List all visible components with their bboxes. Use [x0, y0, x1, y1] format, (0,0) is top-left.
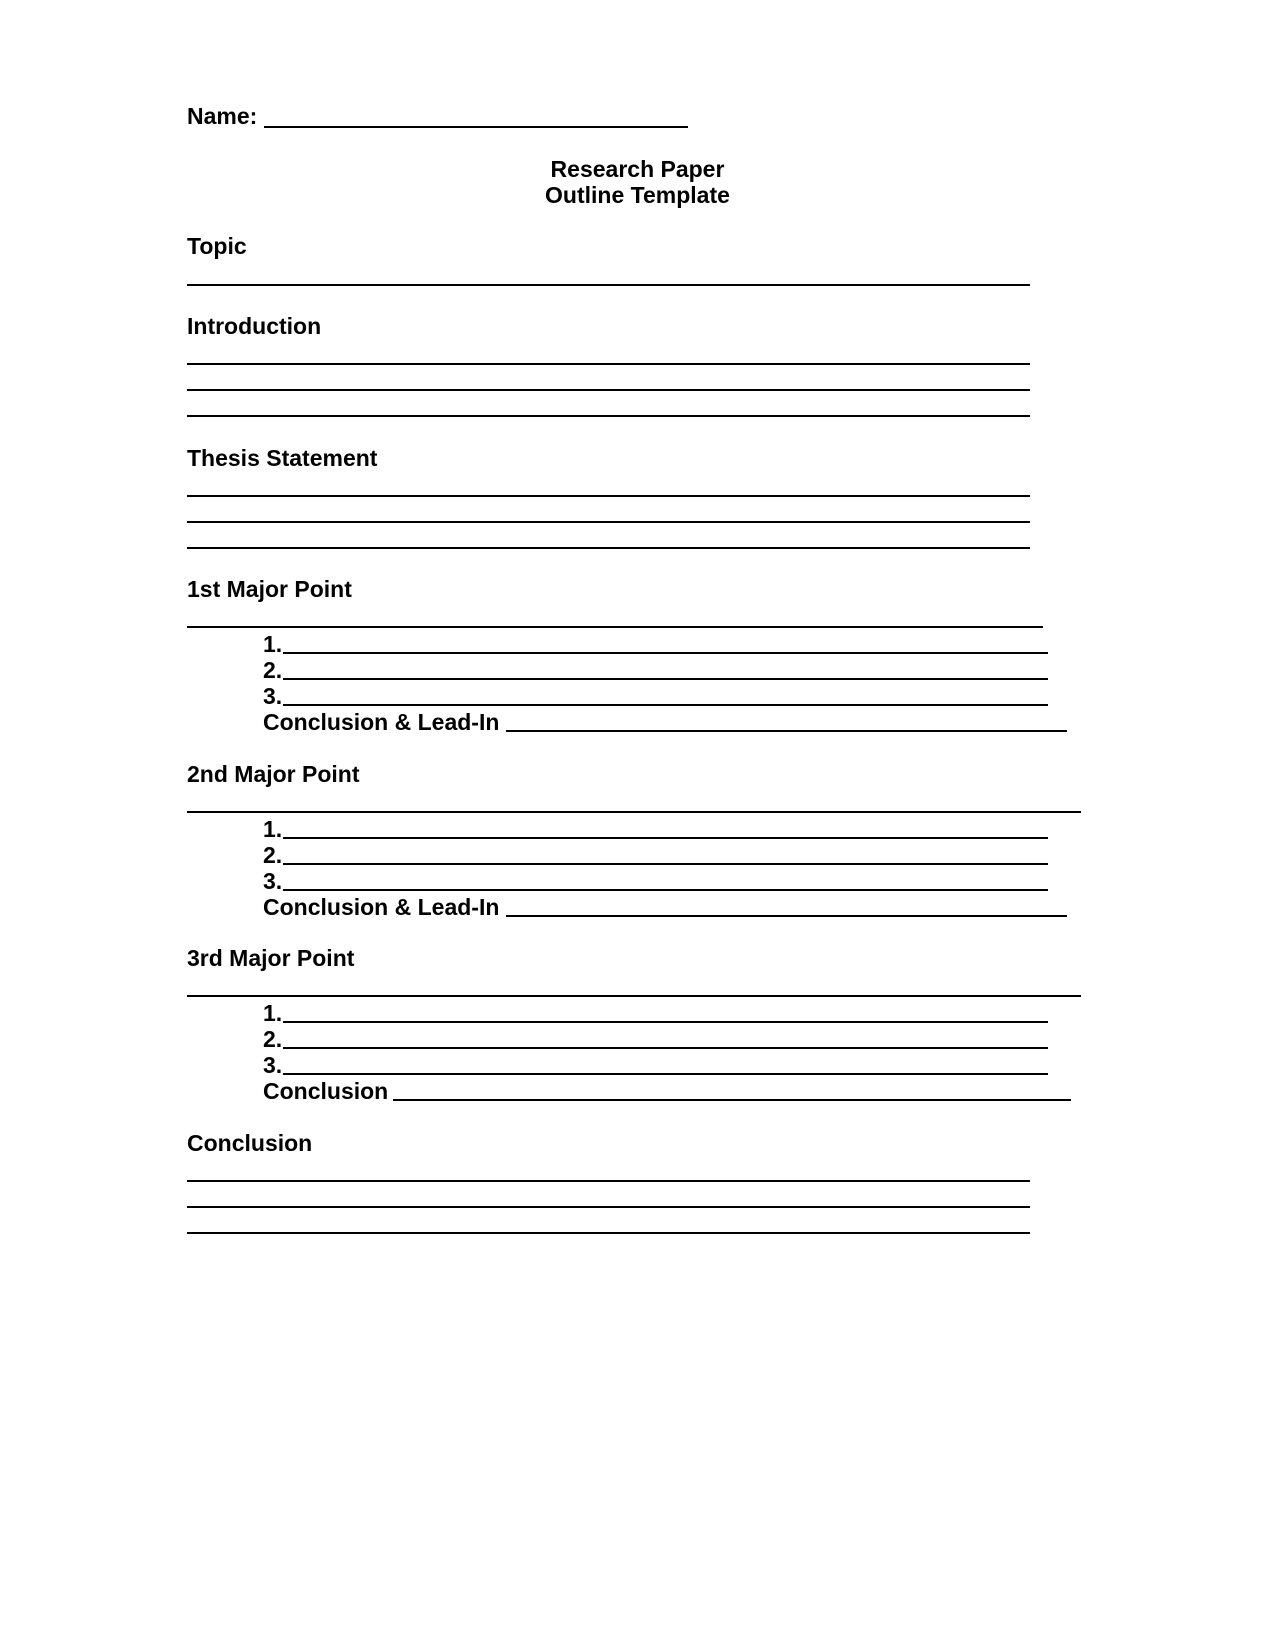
section-major-point-2: 2nd Major Point — [187, 761, 360, 787]
major-2-item-1-line[interactable] — [283, 837, 1048, 839]
thesis-blank-line-3[interactable] — [187, 547, 1030, 549]
title-line-1: Research Paper — [550, 156, 725, 182]
major-1-item-1-line[interactable] — [283, 652, 1048, 654]
section-conclusion: Conclusion — [187, 1130, 313, 1156]
introduction-blank-line-2[interactable] — [187, 389, 1030, 391]
major-2-item-3-label: 3. — [263, 868, 283, 894]
introduction-blank-line-1[interactable] — [187, 363, 1030, 365]
introduction-blank-line-3[interactable] — [187, 415, 1030, 417]
major-1-conclusion-lead-in-label: Conclusion & Lead-In — [263, 709, 500, 735]
major-2-item-2-label: 2. — [263, 842, 283, 868]
major-3-item-2-label: 2. — [263, 1026, 283, 1052]
topic-blank-line[interactable] — [187, 284, 1030, 286]
major-2-item-1-label: 1. — [263, 816, 283, 842]
major-2-conclusion-lead-in-label: Conclusion & Lead-In — [263, 894, 500, 920]
major-1-item-2-label: 2. — [263, 657, 283, 683]
section-thesis-statement: Thesis Statement — [187, 445, 378, 471]
major-3-conclusion-line[interactable] — [393, 1099, 1071, 1101]
major-2-item-2-line[interactable] — [283, 863, 1048, 865]
major-1-item-1-label: 1. — [263, 631, 283, 657]
major-point-1-blank-line[interactable] — [187, 626, 1043, 628]
section-major-point-3: 3rd Major Point — [187, 945, 355, 971]
section-introduction: Introduction — [187, 313, 322, 339]
major-1-item-2-line[interactable] — [283, 678, 1048, 680]
conclusion-blank-line-3[interactable] — [187, 1232, 1030, 1234]
major-3-item-3-label: 3. — [263, 1052, 283, 1078]
major-2-item-3-line[interactable] — [283, 889, 1048, 891]
major-3-conclusion-label: Conclusion — [263, 1078, 389, 1104]
major-1-item-3-line[interactable] — [283, 704, 1048, 706]
major-3-item-1-line[interactable] — [283, 1021, 1048, 1023]
section-major-point-1: 1st Major Point — [187, 576, 352, 602]
major-3-item-2-line[interactable] — [283, 1047, 1048, 1049]
major-1-item-3-label: 3. — [263, 683, 283, 709]
conclusion-blank-line-2[interactable] — [187, 1206, 1030, 1208]
section-topic: Topic — [187, 233, 247, 259]
major-1-conclusion-lead-in-line[interactable] — [506, 730, 1067, 732]
title-line-2: Outline Template — [545, 182, 730, 208]
major-2-conclusion-lead-in-line[interactable] — [506, 915, 1067, 917]
name-blank-line[interactable] — [264, 126, 688, 128]
major-3-item-3-line[interactable] — [283, 1073, 1048, 1075]
thesis-blank-line-1[interactable] — [187, 495, 1030, 497]
thesis-blank-line-2[interactable] — [187, 521, 1030, 523]
conclusion-blank-line-1[interactable] — [187, 1180, 1030, 1182]
major-3-item-1-label: 1. — [263, 1000, 283, 1026]
major-point-3-blank-line[interactable] — [187, 995, 1081, 997]
major-point-2-blank-line[interactable] — [187, 811, 1081, 813]
name-label: Name: — [187, 103, 258, 129]
